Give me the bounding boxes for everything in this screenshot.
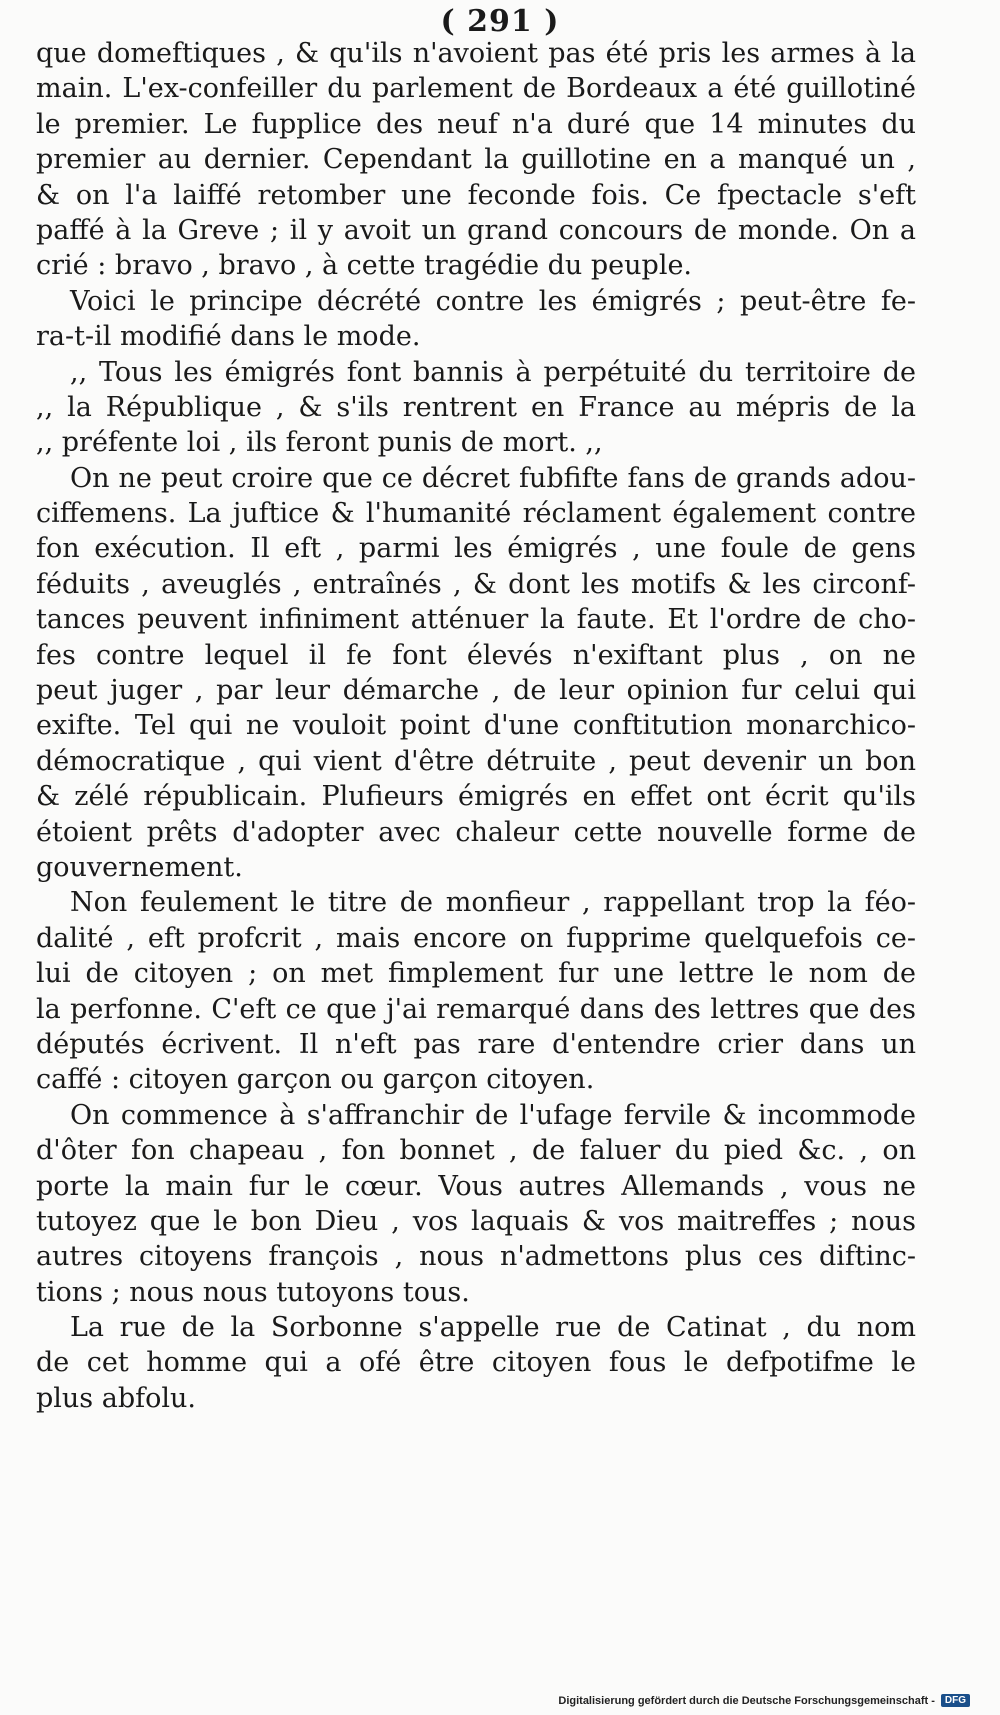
text-line: exifte. Tel qui ne vouloit point d'une conftitution monarchico- <box>36 710 916 742</box>
text-line: paffé à la Greve ; il y avoit un grand concours de monde. On a <box>36 214 916 246</box>
text-line: tances peuvent infiniment atténuer la faute. Et l'ordre de cho- <box>36 604 916 636</box>
text-line: ,, Tous les émigrés font bannis à perpétuité du territoire de <box>70 356 916 388</box>
text-line: ra-t-il modifié dans le mode. <box>36 321 421 353</box>
text-line: ,, la République , & s'ils rentrent en France au mépris de la <box>36 391 916 423</box>
text-line: démocratique , qui vient d'être détruite , peut devenir un bon <box>36 745 916 777</box>
text-line: crié : bravo , bravo , à cette tragédie du peuple. <box>36 250 693 282</box>
text-line: dalité , eft profcrit , mais encore on fupprime quelquefois ce- <box>36 922 916 954</box>
text-line: gouvernement. <box>36 851 243 883</box>
text-line: premier au dernier. Cependant la guillotine en a manqué un , <box>36 144 916 176</box>
text-line: tutoyez que le bon Dieu , vos laquais & vos maitreffes ; nous <box>36 1205 916 1237</box>
text-line: autres citoyens françois , nous n'admettons plus ces diftinc- <box>36 1241 916 1273</box>
text-line: féduits , aveuglés , entraînés , & dont les motifs & les circonf- <box>36 568 916 600</box>
text-line: plus abfolu. <box>36 1382 196 1414</box>
dfg-logo-icon: DFG <box>941 1694 970 1707</box>
text-line: d'ôter fon chapeau , fon bonnet , de faluer du pied &c. , on <box>36 1135 916 1167</box>
credit-text: Digitalisierung gefördert durch die Deutsche Forschungsgemeinschaft - <box>558 1694 935 1707</box>
digitization-credit <box>558 1694 970 1707</box>
text-line: On ne peut croire que ce décret fubfifte fans de grands adou- <box>70 462 916 494</box>
text-line: ,, préfente loi , ils feront punis de mort. ,, <box>36 427 603 459</box>
text-line: la perfonne. C'eft ce que j'ai remarqué dans des lettres que des <box>36 993 916 1025</box>
text-line: porte la main fur le cœur. Vous autres Allemands , vous ne <box>36 1170 916 1202</box>
text-line: étoient prêts d'adopter avec chaleur cette nouvelle forme de <box>36 816 916 848</box>
text-line: lui de citoyen ; on met fimplement fur une lettre le nom de <box>36 958 916 990</box>
body-text <box>36 36 916 1416</box>
text-line: Non feulement le titre de monfieur , rappellant trop la féo- <box>70 887 916 919</box>
text-line: fon exécution. Il eft , parmi les émigrés , une foule de gens <box>36 533 916 565</box>
text-line: le premier. Le fupplice des neuf n'a duré que 14 minutes du <box>36 108 916 140</box>
text-line: caffé : citoyen garçon ou garçon citoyen. <box>36 1064 595 1096</box>
text-line: main. L'ex-confeiller du parlement de Bordeaux a été guillotiné <box>36 73 916 105</box>
text-line: peut juger , par leur démarche , de leur opinion fur celui qui <box>36 675 916 707</box>
text-line: que domeftiques , & qu'ils n'avoient pas été pris les armes à la <box>36 38 916 69</box>
text-line: & zélé républicain. Plufieurs émigrés en effet ont écrit qu'ils <box>36 781 916 813</box>
text-line: fes contre lequel il fe font élevés n'exiftant plus , on ne <box>36 639 916 671</box>
page-number: ( 291 ) <box>440 4 560 39</box>
text-line: ciffemens. La juftice & l'humanité réclament également contre <box>36 498 916 530</box>
text-line: La rue de la Sorbonne s'appelle rue de Catinat , du nom <box>70 1312 916 1344</box>
text-line: Voici le principe décrété contre les émigrés ; peut-être fe- <box>70 285 916 317</box>
text-line: On commence à s'affranchir de l'ufage fervile & incommode <box>70 1099 916 1131</box>
text-line: tions ; nous nous tutoyons tous. <box>36 1276 470 1308</box>
text-line: députés écrivent. Il n'eft pas rare d'entendre crier dans un <box>36 1028 916 1060</box>
text-line: & on l'a laiffé retomber une feconde fois. Ce fpectacle s'eft <box>36 179 916 211</box>
text-line: de cet homme qui a ofé être citoyen fous le defpotifme le <box>36 1347 916 1379</box>
